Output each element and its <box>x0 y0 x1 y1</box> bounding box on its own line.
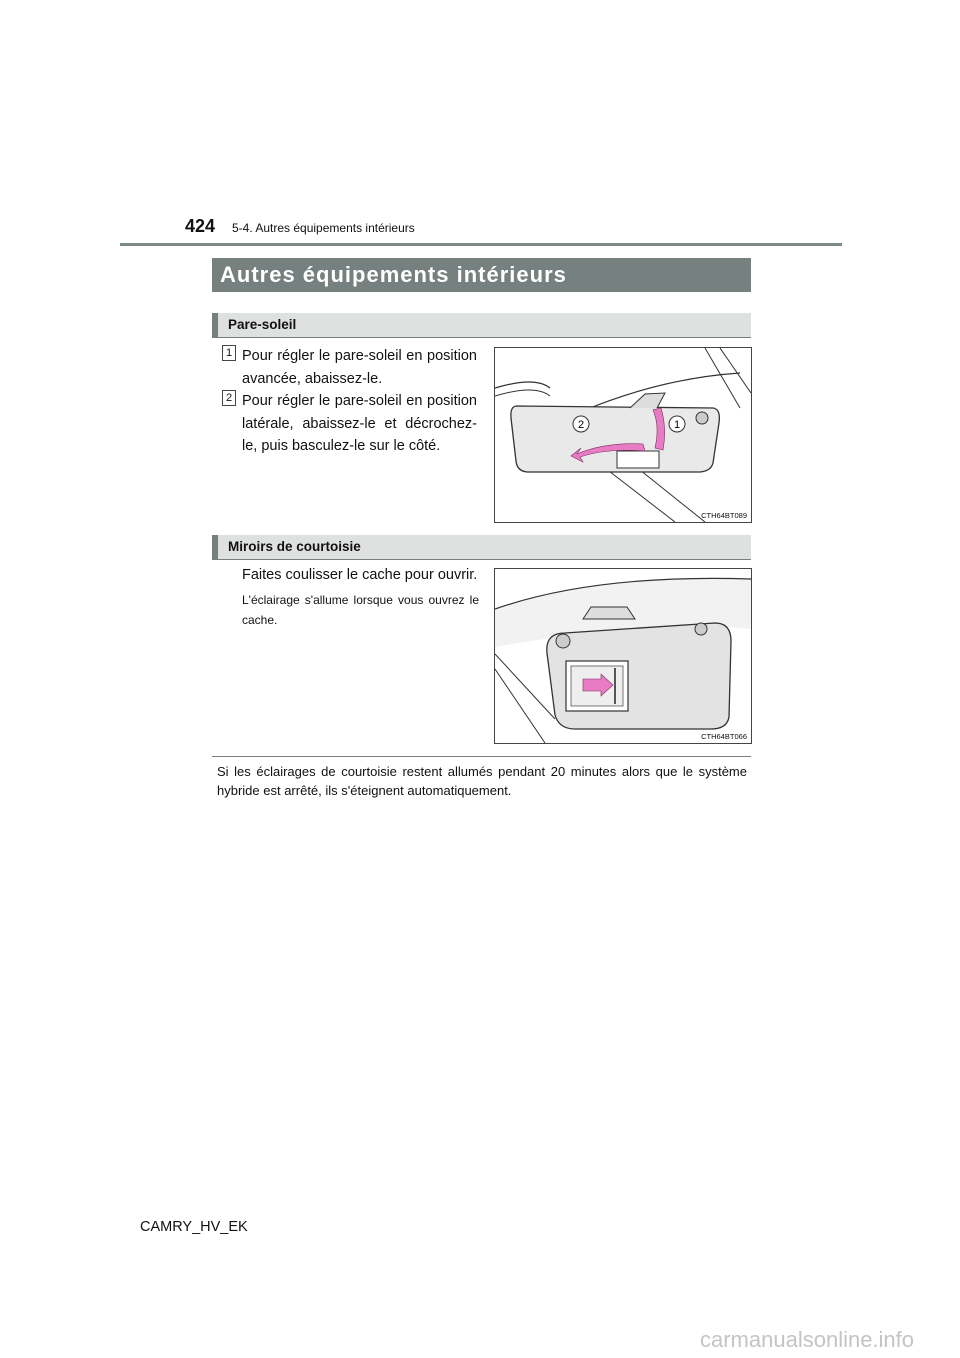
breadcrumb: 5-4. Autres équipements intérieurs <box>232 221 415 235</box>
section-divider <box>212 559 751 560</box>
footnote: Si les éclairages de courtoisie restent allumés pendant 20 minutes alors que le système hybride est arrêté, ils s'éteignent automatiquement. <box>217 764 747 798</box>
note-divider <box>212 756 751 757</box>
watermark: carmanualsonline.info <box>700 1327 915 1352</box>
figure-code: CTH64BT066 <box>701 732 747 741</box>
step-text-1: Pour régler le pare-soleil en position avancée, abaissez-le. <box>242 348 477 387</box>
section-heading-sun-visor: Pare-soleil <box>212 313 751 337</box>
step-number-1: 1 <box>222 345 236 361</box>
vanity-mirror-drawing <box>495 569 751 743</box>
step-number-2: 2 <box>222 390 236 406</box>
header-divider <box>120 243 842 246</box>
section-divider <box>212 337 751 338</box>
footer-model: CAMRY_HV_EK <box>140 1219 248 1235</box>
figure-code: CTH64BT089 <box>701 511 747 520</box>
mirror-note: L'éclairage s'allume lorsque vous ouvrez le cache. <box>242 593 479 627</box>
callout-2: 2 <box>577 419 585 431</box>
sun-visor-drawing <box>495 348 751 522</box>
callout-1: 1 <box>673 419 681 431</box>
vanity-mirror-illustration <box>494 568 752 744</box>
page-title: Autres équipements intérieurs <box>212 258 751 292</box>
page-number: 424 <box>185 216 216 236</box>
section-heading-vanity-mirror: Miroirs de courtoisie <box>212 535 751 559</box>
mirror-instruction: Faites coulisser le cache pour ouvrir. <box>242 567 478 583</box>
step-text-2: Pour régler le pare-soleil en position latérale, abaissez-le et décrochez-le, puis basculez-le sur le côté. <box>242 393 477 454</box>
sun-visor-illustration <box>494 347 752 523</box>
